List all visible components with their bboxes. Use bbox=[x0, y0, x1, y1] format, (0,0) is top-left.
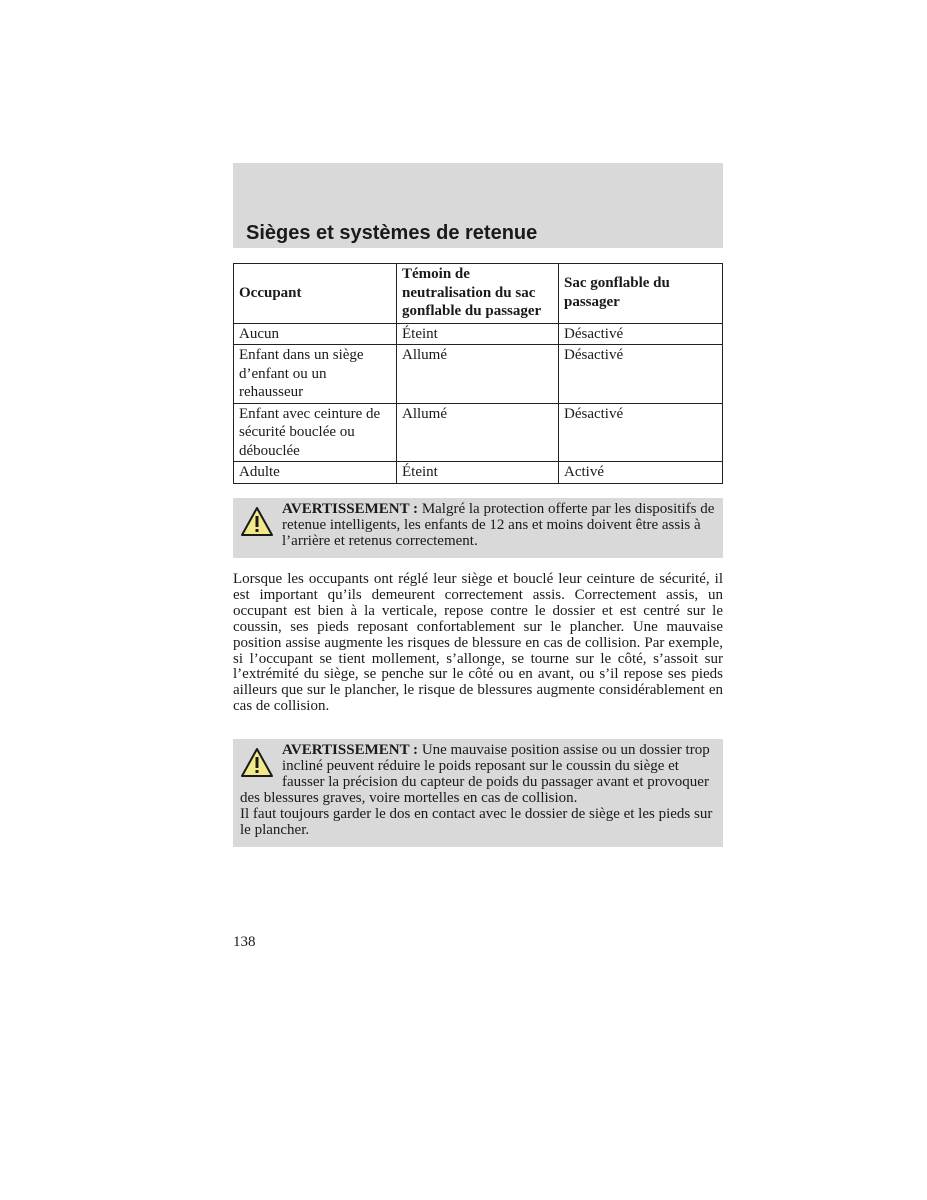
warning-text: Malgré la protection offerte par les dispositifs de retenue intelligents, les enfants de 12 ans et moins doivent être assis à l’arrière et retenus correctement. bbox=[282, 501, 715, 549]
table-cell: Éteint bbox=[397, 323, 559, 345]
table-cell: Désactivé bbox=[559, 345, 723, 404]
table-cell: Allumé bbox=[397, 403, 559, 462]
warning-box-children bbox=[233, 498, 723, 558]
header-airbag: Sac gonflable du passager bbox=[559, 264, 723, 324]
table-row bbox=[234, 462, 723, 484]
header-occupant: Occupant bbox=[234, 264, 397, 324]
section-header-band bbox=[233, 163, 723, 248]
section-title: Sièges et systèmes de retenue bbox=[246, 222, 538, 244]
header-indicator: Témoin de neutralisation du sac gonflable du passager bbox=[397, 264, 559, 324]
warning-text-secondary: Il faut toujours garder le dos en contact avec le dossier de siège et les pieds sur le plancher. bbox=[240, 806, 713, 838]
table-cell: Aucun bbox=[234, 323, 397, 345]
table-cell: Enfant avec ceinture de sécurité bouclée ou débouclée bbox=[234, 403, 397, 462]
table-cell: Éteint bbox=[397, 462, 559, 484]
airbag-status-table bbox=[233, 263, 723, 484]
warning-label: AVERTISSEMENT : bbox=[282, 742, 419, 758]
table-cell: Enfant dans un siège d’enfant ou un rehausseur bbox=[234, 345, 397, 404]
warning-label: AVERTISSEMENT : bbox=[282, 501, 419, 517]
table-row bbox=[234, 403, 723, 462]
table-row bbox=[234, 323, 723, 345]
table-cell: Désactivé bbox=[559, 323, 723, 345]
table-cell: Activé bbox=[559, 462, 723, 484]
warning-triangle-icon bbox=[240, 746, 274, 780]
table-row bbox=[234, 345, 723, 404]
table-cell: Adulte bbox=[234, 462, 397, 484]
warning-text: Une mauvaise position assise ou un dossier trop incliné peuvent réduire le poids reposant sur le coussin du siège et fausser la précision du capteur de poids du passager avant et provoquer des blessures graves, voire mortelles en cas de collision. bbox=[240, 742, 710, 806]
table-cell: Allumé bbox=[397, 345, 559, 404]
body-paragraph: Lorsque les occupants ont réglé leur siège et bouclé leur ceinture de sécurité, il est important qu’ils demeurent correctement assis. Correctement assis, un occupant est bien à la verticale, repose contre le dossier et est centré sur le coussin, ses pieds reposant confortablement sur le plancher. Une mauvaise position assise augmente les risques de blessure en cas de collision. Par exemple, si l’occupant se tient mollement, s’allonge, se tourne sur le côté, s’assoit sur l’extrémité du siège, se penche sur le côté ou en avant, ou s’il repose ses pieds ailleurs que sur le plancher, le risque de blessures augmente considérablement en cas de collision. bbox=[233, 571, 723, 715]
warning-box-posture bbox=[233, 739, 723, 847]
warning-triangle-icon bbox=[240, 505, 274, 539]
page-number: 138 bbox=[233, 934, 256, 950]
table-cell: Désactivé bbox=[559, 403, 723, 462]
table-header-row bbox=[234, 264, 723, 324]
